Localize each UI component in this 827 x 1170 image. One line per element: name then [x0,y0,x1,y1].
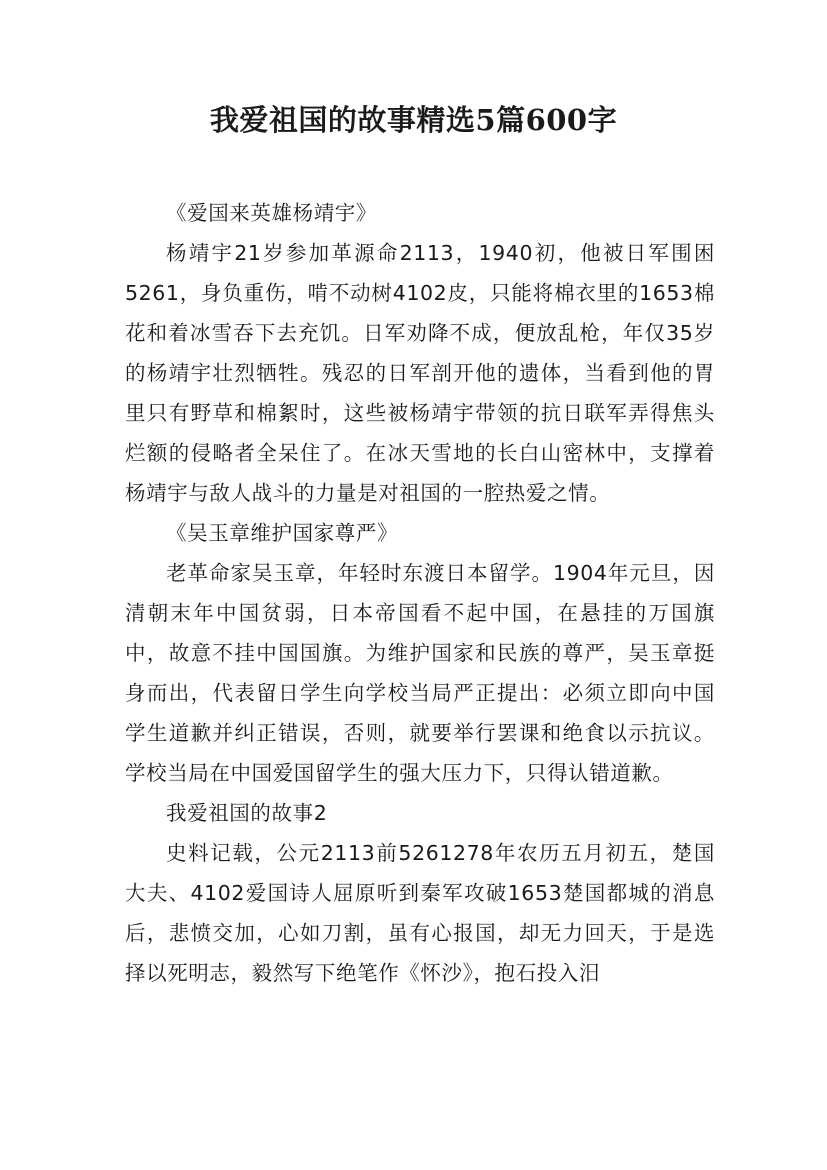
document-title: 我爱祖国的故事精选5篇600字 [209,103,618,137]
paragraph-wu-yuzhang-story: 老革命家吴玉章，年轻时东渡日本留学。1904年元旦，因清朝末年中国贫弱，日本帝国看不起中国，在悬挂的万国旗中，故意不挂中国国旗。为维护国家和民族的尊严，吴玉章挺身而出，代表留日学生向学校当局严正提出：必须立即向中国学生道歉并纠正错误，否则，就要举行罢课和绝食以示抗议。学校当局在中国爱国留学生的强大压力下，只得认错道歉。 [125,561,715,785]
section-heading-wu-yuzhang: 《吴玉章维护国家尊严》 [166,521,399,545]
section-heading-story-2: 我爱祖国的故事2 [166,801,328,825]
paragraph-qu-yuan-story: 史料记载，公元2113前5261278年农历五月初五，楚国大夫、4102爱国诗人屈原听到秦军攻破1653楚国都城的消息后，悲愤交加，心如刀割，虽有心报国，却无力回天，于是选择以死明志，毅然写下绝笔作《怀沙》，抱石投入汨 [125,841,715,985]
section-heading-yang-jingyu: 《爱国来英雄杨靖宇》 [166,201,377,225]
paragraph-yang-jingyu-story: 杨靖宇21岁参加革源命2113，1940初，他被日军围困5261，身负重伤，啃不动树4102皮，只能将棉衣里的1653棉花和着冰雪吞下去充饥。日军劝降不成，便放乱枪，年仅35岁的杨靖宇壮烈牺牲。残忍的日军剖开他的遗体，当看到他的胃里只有野草和棉絮时，这些被杨靖宇带领的抗日联军弄得焦头烂额的侵略者全呆住了。在冰天雪地的长白山密林中，支撑着杨靖宇与敌人战斗的力量是对祖国的一腔热爱之情。 [125,241,715,505]
document-body [125,193,715,993]
